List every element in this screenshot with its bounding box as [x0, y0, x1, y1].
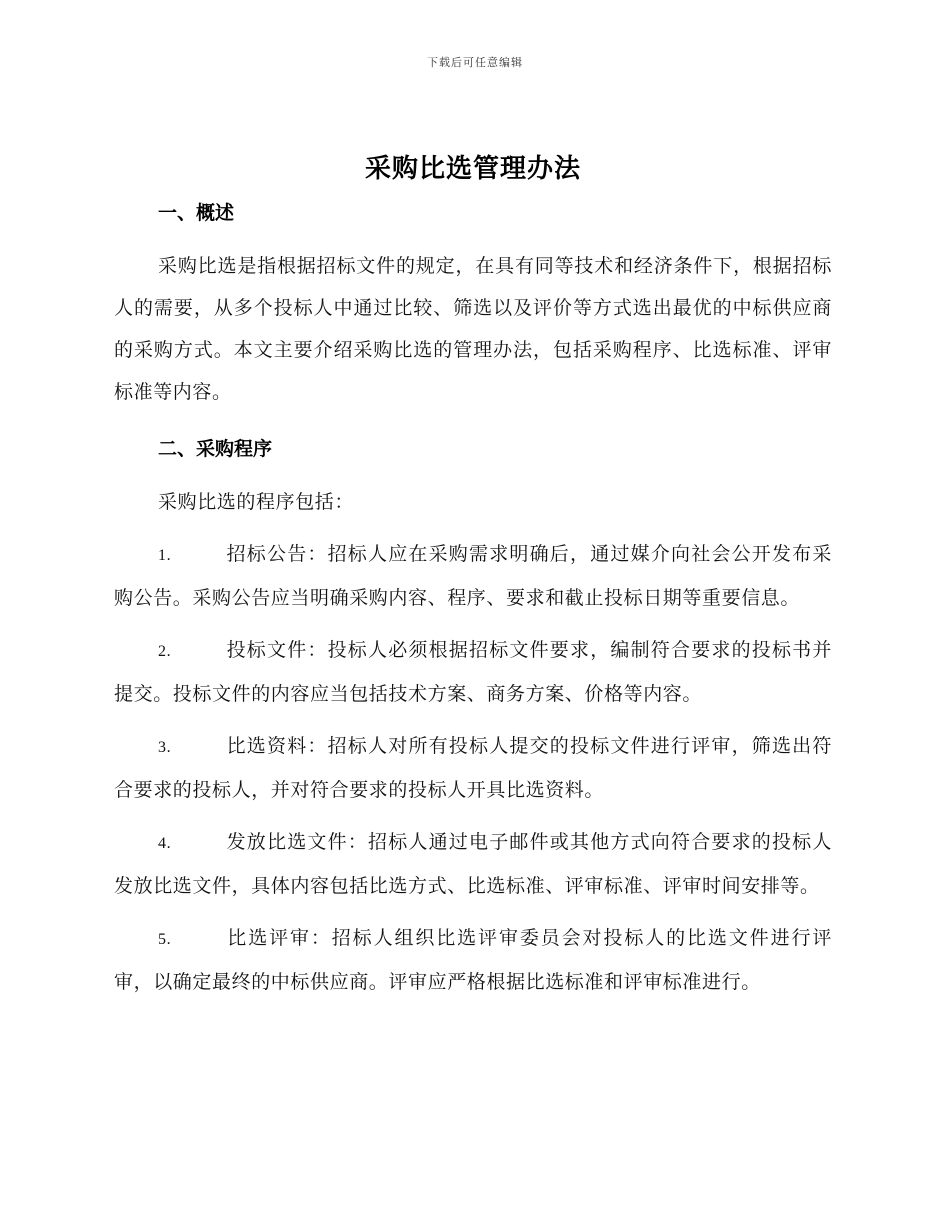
section-heading-overview: 一、概述	[158, 202, 235, 224]
list-text: 发放比选文件：招标人通过电子邮件或其他方式向符合要求的投标人发放比选文件，具体内容包括比选方式、比选标准、评审标准、评审时间安排等。	[114, 831, 832, 897]
list-number: 1.	[158, 547, 172, 564]
list-item	[114, 821, 832, 907]
procedure-intro: 采购比选的程序包括：	[158, 491, 355, 513]
document-title: 采购比选管理办法	[364, 154, 581, 184]
list-item	[114, 533, 832, 619]
list-item	[114, 917, 832, 1003]
list-text: 投标文件：投标人必须根据招标文件要求，编制符合要求的投标书并提交。投标文件的内容应当包括技术方案、商务方案、价格等内容。	[114, 639, 832, 705]
list-text: 招标公告：招标人应在采购需求明确后，通过媒介向社会公开发布采购公告。采购公告应当明确采购内容、程序、要求和截止投标日期等重要信息。	[114, 543, 832, 609]
overview-paragraph: 采购比选是指根据招标文件的规定，在具有同等技术和经济条件下，根据招标人的需要，从多个投标人中通过比较、筛选以及评价等方式选出最优的中标供应商的采购方式。本文主要介绍采购比选的管理办法，包括采购程序、比选标准、评审标准等内容。	[114, 255, 832, 403]
list-text: 比选资料：招标人对所有投标人提交的投标文件进行评审，筛选出符合要求的投标人，并对符合要求的投标人开具比选资料。	[114, 735, 832, 801]
list-number: 5.	[158, 931, 172, 948]
section-heading-procedure: 二、采购程序	[158, 438, 273, 460]
list-number: 4.	[158, 835, 172, 852]
list-item	[114, 629, 832, 715]
header-note: 下载后可任意编辑	[427, 56, 523, 69]
document-body	[114, 148, 832, 1013]
list-number: 3.	[158, 739, 172, 756]
list-text: 比选评审：招标人组织比选评审委员会对投标人的比选文件进行评审，以确定最终的中标供应商。评审应严格根据比选标准和评审标准进行。	[114, 927, 832, 993]
list-number: 2.	[158, 643, 172, 660]
list-item	[114, 725, 832, 811]
